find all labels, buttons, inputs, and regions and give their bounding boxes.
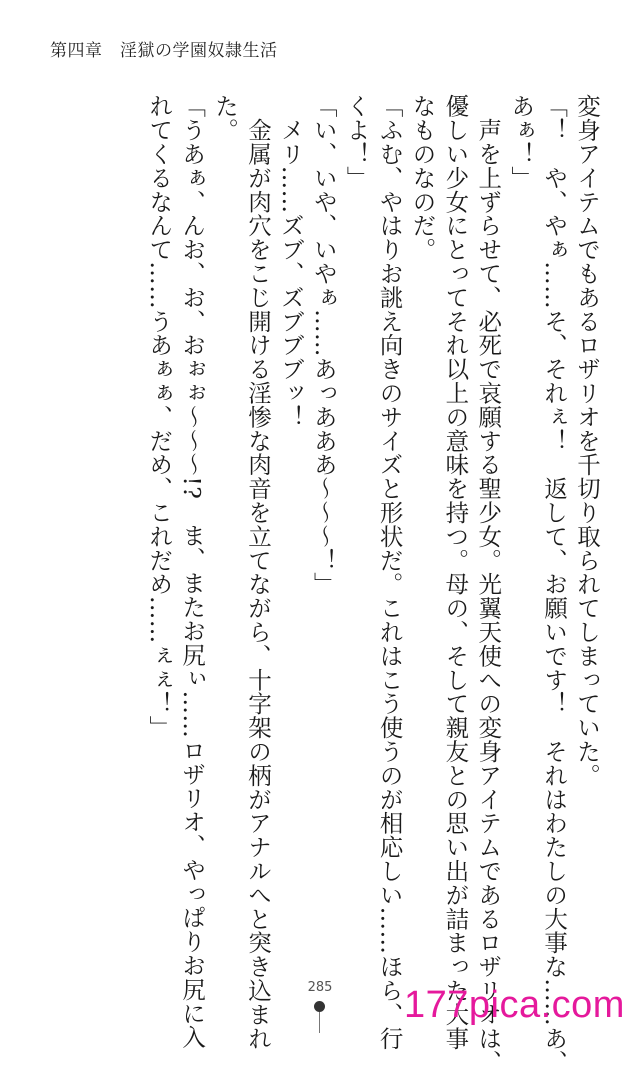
site-watermark: 177pica.com xyxy=(404,984,625,1026)
text-line: メリ……ズブ、ズブブブッ！ xyxy=(276,94,305,429)
text-line: くよ！」 xyxy=(342,94,371,190)
folio-rule-ornament xyxy=(319,1012,320,1033)
text-line: あぁ！」 xyxy=(507,94,536,190)
text-line: 金属が肉穴をこじ開ける淫惨な肉音を立てながら、十字架の柄がアナルへと突き込まれ xyxy=(243,94,272,1050)
text-line: た。 xyxy=(211,94,240,142)
text-line: 「い、いや、いやぁ……あっあああ〜〜〜！」 xyxy=(309,94,338,596)
text-line: 「！ や、やぁ……そ、それぇ！ 返して、お願いです！ それはわたしの大事な……あ、 xyxy=(540,94,569,1074)
running-head-title: 第四章 淫獄の学園奴隷生活 xyxy=(50,41,278,61)
text-line: 「ふむ、やはりお誂え向きのサイズと形状だ。これはこう使うのが相応しい……ほら、行 xyxy=(375,94,404,1050)
page-number: 285 xyxy=(307,980,333,995)
page-folio xyxy=(300,980,340,1033)
text-line: れてくるなんて……うあぁぁ、だめ、これだめ……ぇぇ！」 xyxy=(145,94,174,740)
text-line: なものなのだ。 xyxy=(408,94,437,262)
text-line: 優しい少女にとってそれ以上の意味を持つ。母の、そして親友との思い出が詰まった大事 xyxy=(441,94,470,1050)
text-line: 声を上ずらせて、必死で哀願する聖少女。光翼天使への変身アイテムであるロザリオは、 xyxy=(474,94,503,1074)
text-line: 「うあぁ、んお、お、おぉぉ〜〜〜!? ま、またお尻ぃ……ロザリオ、やっぱりお尻に入 xyxy=(178,94,207,1049)
folio-dot-ornament xyxy=(314,1001,325,1012)
text-line: 変身アイテムでもあるロザリオを千切り取られてしまっていた。 xyxy=(573,94,601,788)
